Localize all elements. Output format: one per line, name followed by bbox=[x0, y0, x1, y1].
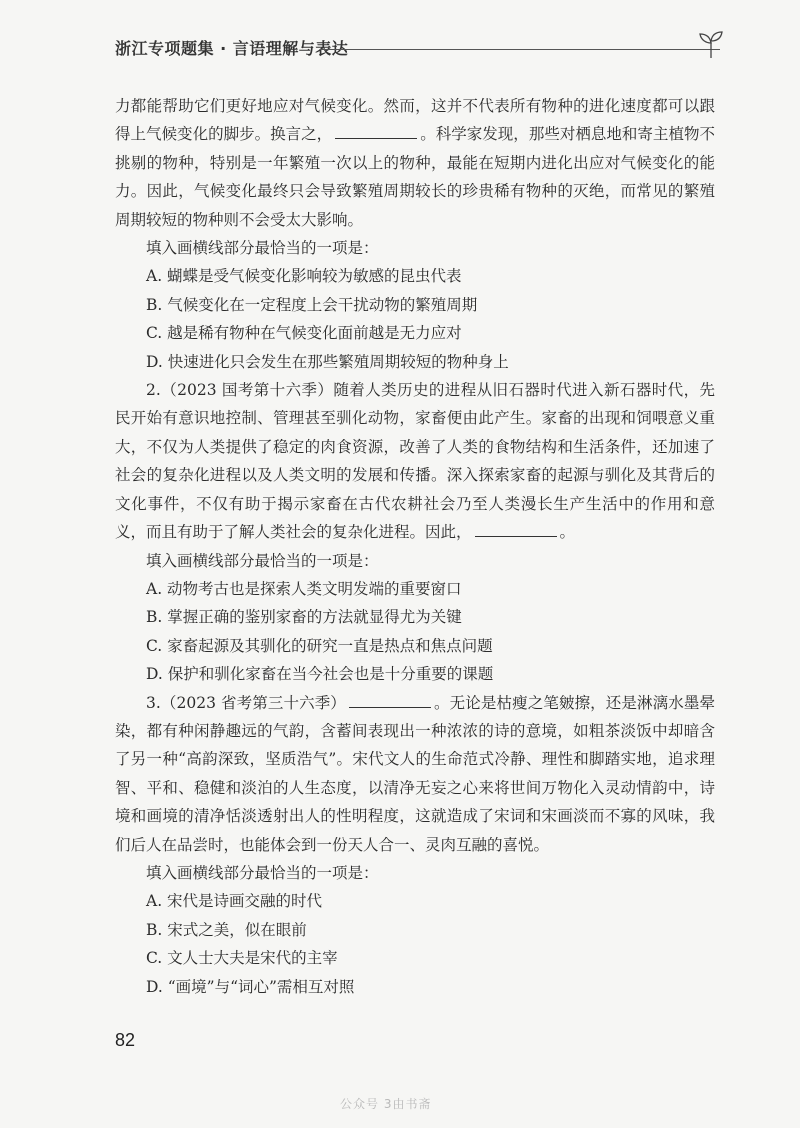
option-c: C. 越是稀有物种在气候变化面前越是无力应对 bbox=[146, 324, 462, 343]
option-b: B. 气候变化在一定程度上会干扰动物的繁殖周期 bbox=[146, 295, 478, 314]
intro-passage: 力都能帮助它们更好地应对气候变化。然而，这并不代表所有物种的进化速度都可以跟得上气候变化的脚步。换言之， 。科学家发现，那些对栖息地和寄主植物不挑剔的物种，特别是一年繁殖一次以上的物种，最能在短期内进化出应对气候变化的能力。因此，气候变化最终只会导致繁殖周期较长的珍贵稀有物种的灭绝，而常见的繁殖周期较短的物种则不会受太大影响。 bbox=[115, 97, 715, 229]
answer-blank bbox=[349, 706, 431, 708]
question-3-passage: 3.（2023 省考第三十六季） 。无论是枯瘦之笔皴擦，还是淋漓水墨晕染，都有种闲静趣远的气韵，含蓄间表现出一种浓浓的诗的意境，如粗茶淡饭中却暗含了另一种“高韵深致，坚质浩气”。宋代文人的生命范式冷静、理性和脚踏实地，追求理智、平和、稳健和淡泊的人生态度，以清净无妄之心来将世间万物化入灵动情韵中，诗境和画境的清净恬淡透射出人的性明程度，这就造成了宋词和宋画淡而不寡的风味，我们后人在品尝时，也能体会到一份天人合一、灵肉互融的喜悦。 bbox=[115, 693, 715, 854]
header-title: 浙江专项题集 · 言语理解与表达 bbox=[115, 39, 349, 58]
option-d: D. 快速进化只会发生在那些繁殖周期较短的物种身上 bbox=[146, 352, 509, 371]
question-2-passage: 2.（2023 国考第十六季）随着人类历史的进程从旧石器时代进入新石器时代，先民开始有意识地控制、管理甚至驯化动物，家畜便由此产生。家畜的出现和饲喂意义重大，不仅为人类提供了稳定的肉食资源，改善了人类的食物结构和生活条件，还加速了社会的复杂化进程以及人类文明的发展和传播。深入探索家畜的起源与驯化及其背后的文化事件，不仅有助于揭示家畜在古代农耕社会乃至人类漫长生产生活中的作用和意义，而且有助于了解人类社会的复杂化进程。因此， 。 bbox=[115, 381, 715, 542]
page-number: 82 bbox=[115, 1030, 136, 1050]
option-c: C. 家畜起源及其驯化的研究一直是热点和焦点问题 bbox=[146, 636, 493, 655]
running-header bbox=[115, 36, 745, 64]
page-content bbox=[115, 92, 715, 1001]
sprout-icon bbox=[697, 30, 725, 60]
header-divider bbox=[320, 49, 720, 50]
answer-blank bbox=[475, 535, 557, 537]
option-a: A. 蝴蝶是受气候变化影响较为敏感的昆虫代表 bbox=[146, 267, 462, 286]
option-d: D. 保护和驯化家畜在当今社会也是十分重要的课题 bbox=[146, 665, 494, 684]
option-b: B. 宋式之美，似在眼前 bbox=[146, 920, 307, 939]
question-prompt: 填入画横线部分最恰当的一项是： bbox=[146, 239, 379, 258]
answer-blank bbox=[335, 137, 417, 139]
option-a: A. 动物考古也是探索人类文明发端的重要窗口 bbox=[146, 579, 462, 598]
option-d: D. “画境”与“词心”需相互对照 bbox=[146, 977, 355, 996]
question-prompt: 填入画横线部分最恰当的一项是： bbox=[146, 551, 379, 570]
question-prompt: 填入画横线部分最恰当的一项是： bbox=[146, 863, 379, 882]
option-a: A. 宋代是诗画交融的时代 bbox=[146, 892, 323, 911]
option-b: B. 掌握正确的鉴别家畜的方法就显得尤为关键 bbox=[146, 608, 462, 627]
watermark: 公众号 3由书斋 bbox=[340, 1097, 432, 1111]
option-c: C. 文人士大夫是宋代的主宰 bbox=[146, 949, 338, 968]
